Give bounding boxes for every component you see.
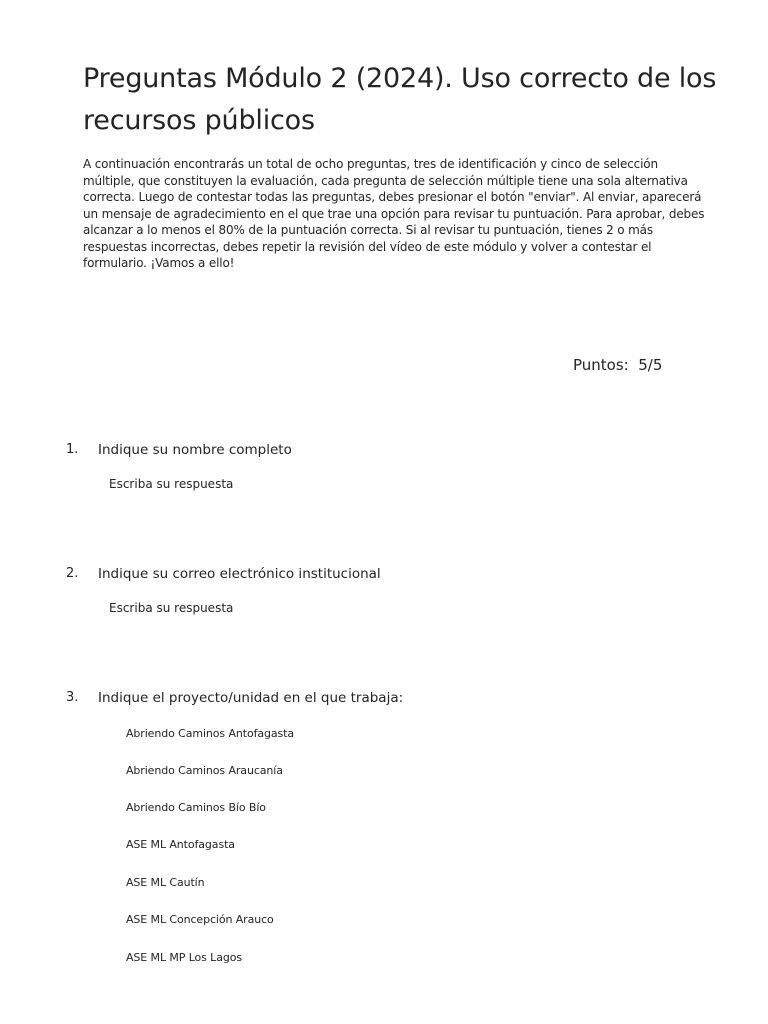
option-abriendo-caminos-bio-bio[interactable]: Abriendo Caminos Bío Bío (126, 801, 266, 814)
question-title: Indique su nombre completo (98, 442, 292, 458)
question-title: Indique su correo electrónico institucional (98, 566, 381, 582)
full-name-input[interactable] (98, 471, 669, 497)
email-input[interactable] (98, 595, 669, 621)
option-abriendo-caminos-araucania[interactable]: Abriendo Caminos Araucanía (126, 764, 283, 777)
option-ase-ml-cautin[interactable]: ASE ML Cautín (126, 876, 205, 889)
option-ase-ml-concepcion-arauco[interactable]: ASE ML Concepción Arauco (126, 913, 274, 926)
question-number: 3. (66, 690, 79, 705)
option-ase-ml-mp-los-lagos[interactable]: ASE ML MP Los Lagos (126, 951, 242, 964)
question-number: 2. (66, 566, 79, 581)
score-label: Puntos: 5/5 (573, 356, 663, 374)
form-description: A continuación encontrarás un total de ocho preguntas, tres de identificación y cinco de selección múltiple, que constituyen la evaluación, cada pregunta de selección múltiple tiene una sola alternativa correcta. Luego de contestar todas las preguntas, debes presionar el botón "enviar". Al enviar, aparecerá un mensaje de agradecimiento en el que trae una opción para revisar tu puntuación. Para aprobar, debes alcanzar a lo menos el 80% de la puntuación correcta. Si al revisar tu puntuación, tienes 2 o más respuestas incorrectas, debes repetir la revisión del vídeo de este módulo y volver a contestar el formulario. ¡Vamos a ello! (83, 157, 705, 270)
option-abriendo-caminos-antofagasta[interactable]: Abriendo Caminos Antofagasta (126, 727, 295, 740)
form-title: Preguntas Módulo 2 (2024). Uso correcto de los recursos públicos (83, 63, 717, 136)
question-title: Indique el proyecto/unidad en el que trabaja: (98, 690, 404, 706)
option-ase-ml-antofagasta[interactable]: ASE ML Antofagasta (126, 838, 235, 851)
question-number: 1. (66, 442, 79, 457)
